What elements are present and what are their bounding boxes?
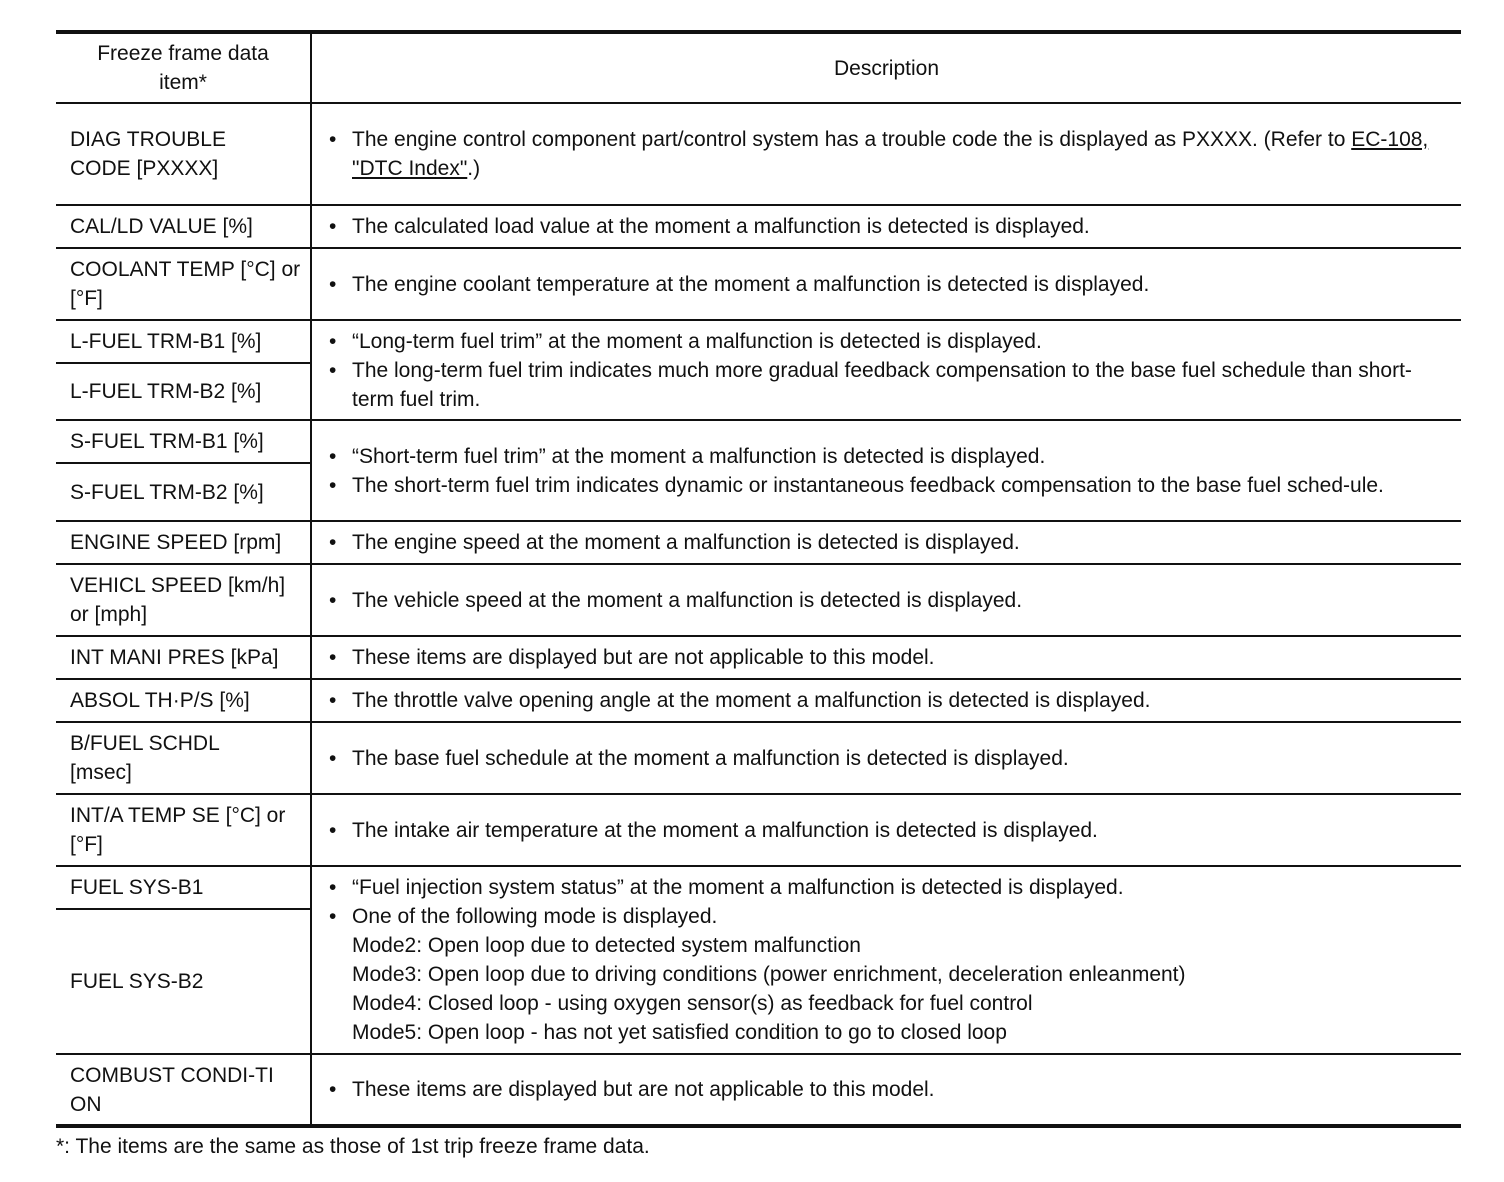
description-cell bbox=[311, 205, 1461, 248]
table-row bbox=[56, 521, 1461, 564]
header-item: Freeze frame data item* bbox=[56, 32, 311, 103]
table-header-row bbox=[56, 32, 1461, 103]
table-row bbox=[56, 248, 1461, 320]
bullet-item: • The short-term fuel trim indicates dynamic or instantaneous feedback compensation to the base fuel sched-ule. bbox=[329, 471, 1451, 500]
bullet-item: • The vehicle speed at the moment a malfunction is detected is displayed. bbox=[329, 586, 1451, 615]
bullet-item: • The calculated load value at the moment a malfunction is detected is displayed. bbox=[329, 212, 1451, 241]
description-cell bbox=[311, 722, 1461, 794]
bullet-item bbox=[329, 125, 1451, 183]
diag-desc-text: The engine control component part/control system has a trouble code the is displayed as PXXXX. (Refer to bbox=[352, 128, 1346, 151]
item-fuel-sys-b2: FUEL SYS-B2 bbox=[56, 909, 311, 1054]
description-cell bbox=[311, 794, 1461, 866]
item-int-mani: INT MANI PRES [kPa] bbox=[56, 636, 311, 679]
item-coolant: COOLANT TEMP [°C] or [°F] bbox=[56, 248, 311, 320]
footnote: *: The items are the same as those of 1st trip freeze frame data. bbox=[56, 1135, 650, 1158]
mode-line: Mode2: Open loop due to detected system malfunction bbox=[352, 934, 861, 957]
item-bfuel bbox=[56, 722, 311, 794]
mode-line: Mode5: Open loop - has not yet satisfied condition to go to closed loop bbox=[352, 1021, 1007, 1044]
item-cal: CAL/LD VALUE [%] bbox=[56, 205, 311, 248]
description-cell bbox=[311, 420, 1461, 521]
freeze-frame-table bbox=[56, 30, 1461, 1128]
table-row bbox=[56, 794, 1461, 866]
dtc-index-link[interactable]: EC-108, "DTC Index" bbox=[352, 128, 1429, 180]
bullet-item: • “Short-term fuel trim” at the moment a malfunction is detected is displayed. bbox=[329, 442, 1451, 471]
item-lfuel-b1: L-FUEL TRM-B1 [%] bbox=[56, 320, 311, 363]
item-diag: DIAG TROUBLE CODE [PXXXX] bbox=[70, 128, 226, 180]
description-cell bbox=[311, 248, 1461, 320]
item-sfuel-b1: S-FUEL TRM-B1 [%] bbox=[56, 420, 311, 463]
description-cell bbox=[311, 103, 1461, 205]
bullet-item: • The base fuel schedule at the moment a malfunction is detected is displayed. bbox=[329, 744, 1451, 773]
item-fuel-sys-b1: FUEL SYS-B1 bbox=[56, 866, 311, 909]
item-cell bbox=[56, 103, 311, 205]
mode-line: Mode3: Open loop due to driving conditions (power enrichment, deceleration enleanment) bbox=[352, 963, 1186, 986]
header-description: Description bbox=[311, 32, 1461, 103]
table-row bbox=[56, 636, 1461, 679]
item-inta: INT/A TEMP SE [°C] or [°F] bbox=[56, 794, 311, 866]
description-cell bbox=[311, 564, 1461, 636]
bullet-item: • These items are displayed but are not applicable to this model. bbox=[329, 643, 1451, 672]
item-lfuel-b2: L-FUEL TRM-B2 [%] bbox=[56, 363, 311, 420]
bullet-item bbox=[329, 902, 1451, 1047]
item-vehicle-speed: VEHICL SPEED [km/h] or [mph] bbox=[56, 564, 311, 636]
table-row bbox=[56, 564, 1461, 636]
bullet-item: • The throttle valve opening angle at the moment a malfunction is detected is displayed. bbox=[329, 686, 1451, 715]
description-cell bbox=[311, 679, 1461, 722]
table-row bbox=[56, 1054, 1461, 1126]
table-row bbox=[56, 205, 1461, 248]
description-cell bbox=[311, 636, 1461, 679]
table-row bbox=[56, 679, 1461, 722]
item-sfuel-b2: S-FUEL TRM-B2 [%] bbox=[56, 463, 311, 521]
item-engine-speed: ENGINE SPEED [rpm] bbox=[56, 521, 311, 564]
bullet-item: • The intake air temperature at the moment a malfunction is detected is displayed. bbox=[329, 816, 1451, 845]
diag-desc-after: .) bbox=[467, 157, 481, 180]
item-absol: ABSOL TH·P/S [%] bbox=[56, 679, 311, 722]
table-row bbox=[56, 420, 1461, 463]
table-row bbox=[56, 866, 1461, 909]
description-cell bbox=[311, 1054, 1461, 1126]
table-row bbox=[56, 320, 1461, 363]
mode-line: Mode4: Closed loop - using oxygen sensor(s) as feedback for fuel control bbox=[352, 992, 1033, 1015]
description-cell bbox=[311, 521, 1461, 564]
bullet-item: • The engine coolant temperature at the moment a malfunction is detected is displayed. bbox=[329, 270, 1451, 299]
bullet-item: • The long-term fuel trim indicates much more gradual feedback compensation to the base fuel schedule than short-term fuel trim. bbox=[329, 356, 1451, 414]
bullet-item: • These items are displayed but are not applicable to this model. bbox=[329, 1075, 1451, 1104]
bullet-item: • The engine speed at the moment a malfunction is detected is displayed. bbox=[329, 528, 1451, 557]
description-cell bbox=[311, 866, 1461, 1054]
table-row bbox=[56, 722, 1461, 794]
item-combust-text: COMBUST CONDI-TION bbox=[70, 1063, 274, 1116]
description-cell bbox=[311, 320, 1461, 420]
mode-intro: • One of the following mode is displayed. bbox=[352, 905, 718, 928]
table-row bbox=[56, 103, 1461, 205]
bullet-item: • “Long-term fuel trim” at the moment a malfunction is detected is displayed. bbox=[329, 327, 1451, 356]
item-combust bbox=[56, 1054, 311, 1126]
item-bfuel-text: B/FUEL SCHDL [msec] bbox=[70, 732, 219, 784]
bullet-item: • “Fuel injection system status” at the moment a malfunction is detected is displayed. bbox=[329, 873, 1451, 902]
